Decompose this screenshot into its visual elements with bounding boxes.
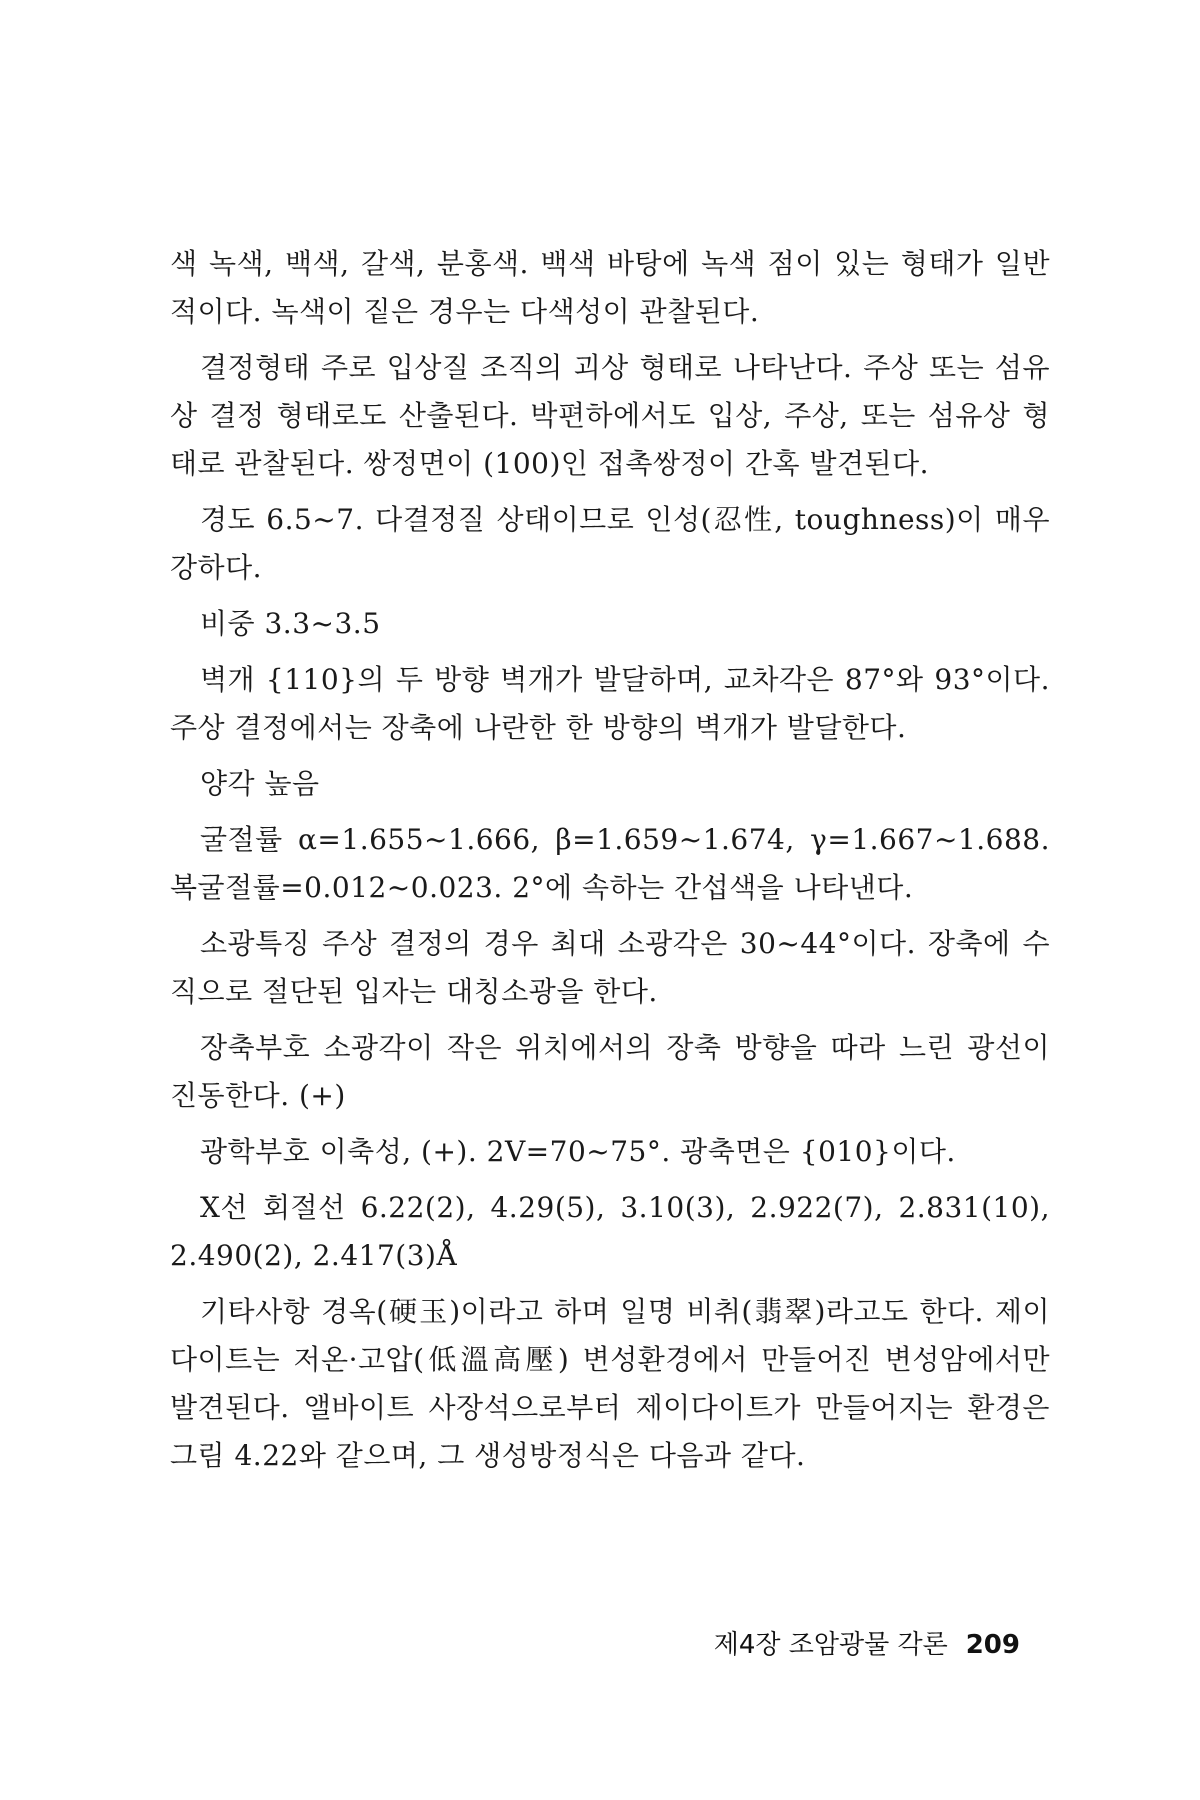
paragraph-refractive-index: 굴절률 α=1.655~1.666, β=1.659~1.674, γ=1.667~1.688. 복굴절률=0.012~0.023. 2°에 속하는 간섭색을 나타낸다. — [170, 823, 1050, 904]
paragraph-extinction: 소광특징 주상 결정의 경우 최대 소광각은 30~44°이다. 장축에 수직으로 절단된 입자는 대칭소광을 한다. — [170, 927, 1050, 1008]
paragraph-hardness: 경도 6.5~7. 다결정질 상태이므로 인성(忍性, toughness)이 매우 강하다. — [170, 503, 1050, 584]
page-footer — [714, 1628, 1020, 1662]
paragraph-other-notes: 기타사항 경옥(硬玉)이라고 하며 일명 비취(翡翠)라고도 한다. 제이다이트는 저온·고압(低溫高壓) 변성환경에서 만들어진 변성암에서만 발견된다. 앨바이트 사장석으로부터 제이다이트가 만들어지는 환경은 그림 4.22와 같으며, 그 생성방정식은 다음과 같다. — [170, 1295, 1050, 1472]
body-text — [170, 240, 1050, 1488]
paragraph-elongation-sign: 장축부호 소광각이 작은 위치에서의 장축 방향을 따라 느린 광선이 진동한다. (+) — [170, 1031, 1050, 1112]
paragraph-color: 색 녹색, 백색, 갈색, 분홍색. 백색 바탕에 녹색 점이 있는 형태가 일반적이다. 녹색이 짙은 경우는 다색성이 관찰된다. — [170, 247, 1050, 328]
page-number: 209 — [965, 1630, 1020, 1660]
paragraph-crystal-form: 결정형태 주로 입상질 조직의 괴상 형태로 나타난다. 주상 또는 섬유상 결정 형태로도 산출된다. 박편하에서도 입상, 주상, 또는 섬유상 형태로 관찰된다. 쌍정면이 (100)인 접촉쌍정이 간혹 발견된다. — [170, 351, 1050, 480]
chapter-title: 제4장 조암광물 각론 — [713, 1630, 948, 1660]
paragraph-cleavage: 벽개 {110}의 두 방향 벽개가 발달하며, 교차각은 87°와 93°이다. 주상 결정에서는 장축에 나란한 한 방향의 벽개가 발달한다. — [170, 663, 1050, 744]
paragraph-specific-gravity: 비중 3.3~3.5 — [200, 607, 381, 640]
paragraph-relief: 양각 높음 — [200, 767, 320, 800]
paragraph-xray-diffraction: X선 회절선 6.22(2), 4.29(5), 3.10(3), 2.922(7), 2.831(10), 2.490(2), 2.417(3)Å — [170, 1191, 1050, 1272]
paragraph-optic-sign: 광학부호 이축성, (+). 2V=70~75°. 광축면은 {010}이다. — [200, 1135, 956, 1168]
